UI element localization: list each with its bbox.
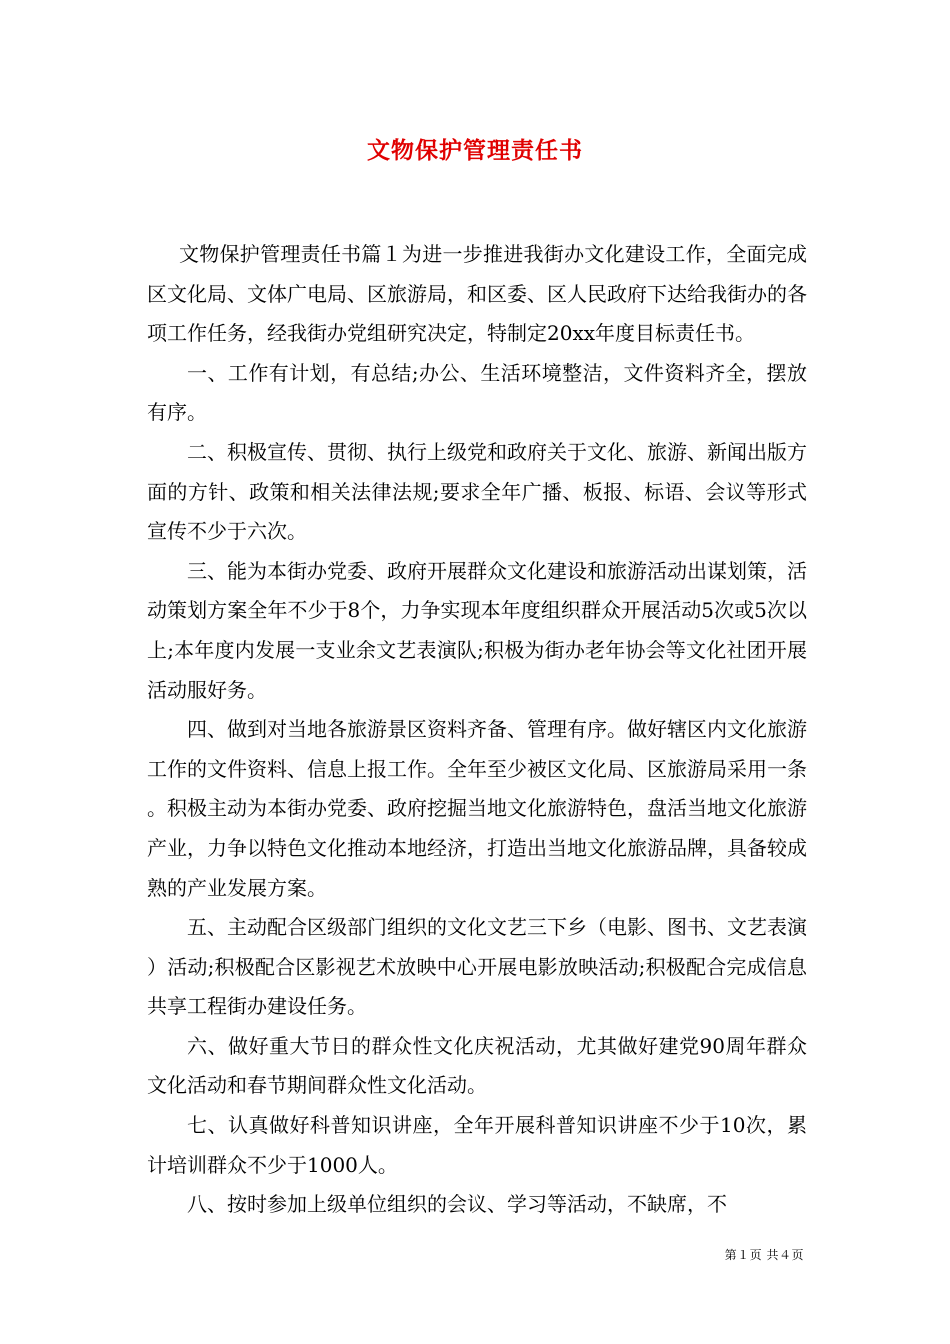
paragraph-item-2: 二、积极宣传、贯彻、执行上级党和政府关于文化、旅游、新闻出版方面的方针、政策和相关法律法规;要求全年广播、板报、标语、会议等形式宣传不少于六次。 <box>147 439 807 544</box>
paragraph-item-8: 八、按时参加上级单位组织的会议、学习等活动，不缺席，不 <box>187 1192 727 1217</box>
page-title: 文物保护管理责任书 <box>367 137 583 164</box>
paragraph-item-1: 一、工作有计划，有总结;办公、生活环境整洁，文件资料齐全，摆放有序。 <box>147 360 807 425</box>
document-body <box>147 235 807 1225</box>
paragraph-item-3: 三、能为本街办党委、政府开展群众文化建设和旅游活动出谋划策，活动策划方案全年不少于8个，力争实现本年度组织群众开展活动5次或5次以上;本年度内发展一支业余文艺表演队;积极为街办老年协会等文化社团开展活动服好务。 <box>147 558 807 702</box>
paragraph-item-7: 七、认真做好科普知识讲座，全年开展科普知识讲座不少于10次，累计培训群众不少于1000人。 <box>147 1113 807 1177</box>
paragraph-item-5: 五、主动配合区级部门组织的文化文艺三下乡（电影、图书、文艺表演）活动;积极配合区影视艺术放映中心开展电影放映活动;积极配合完成信息共享工程街办建设任务。 <box>147 915 807 1019</box>
paragraph-item-6: 六、做好重大节日的群众性文化庆祝活动，尤其做好建党90周年群众文化活动和春节期间群众性文化活动。 <box>147 1033 807 1098</box>
page-number: 第１页 共４页 <box>724 1248 804 1262</box>
paragraph-intro: 文物保护管理责任书篇１为进一步推进我街办文化建设工作，全面完成区文化局、文体广电局、区旅游局，和区委、区人民政府下达给我街办的各项工作任务，经我街办党组研究决定，特制定20xx年度目标责任书。 <box>147 242 807 346</box>
paragraph-item-4: 四、做到对当地各旅游景区资料齐备、管理有序。做好辖区内文化旅游工作的文件资料、信息上报工作。全年至少被区文化局、区旅游局采用一条。积极主动为本街办党委、政府挖掘当地文化旅游特色，盘活当地文化旅游产业，力争以特色文化推动本地经济，打造出当地文化旅游品牌，具备较成熟的产业发展方案。 <box>147 717 807 900</box>
